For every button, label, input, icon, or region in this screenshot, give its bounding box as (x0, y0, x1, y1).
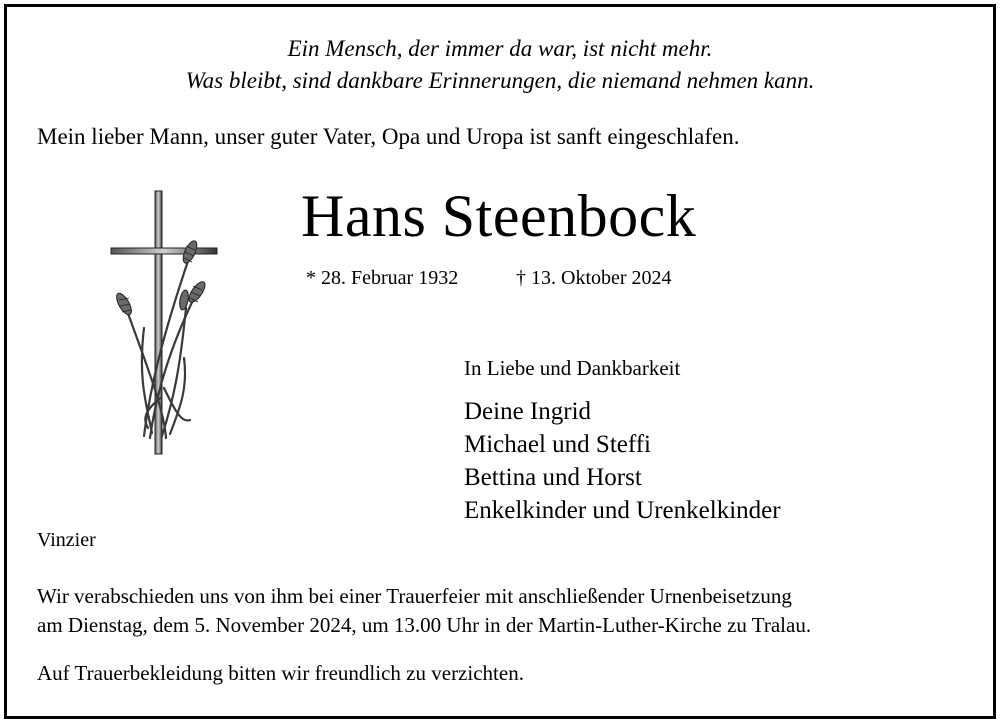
mourner-item: Deine Ingrid (464, 398, 592, 425)
motto-line-1: Ein Mensch, der immer da war, ist nicht mehr. (287, 36, 713, 61)
cross-with-wheat-icon (104, 188, 224, 460)
place-name: Vinzier (37, 529, 96, 551)
death-date: † 13. Oktober 2024 (516, 267, 672, 289)
mourner-item: Bettina und Horst (464, 464, 642, 491)
mourner-item: Michael und Steffi (464, 431, 651, 458)
ceremony-line-1: Wir verabschieden uns von ihm bei einer Trauerfeier mit anschließender Urnenbeisetzung (37, 584, 792, 608)
motto-line-2: Was bleibt, sind dankbare Erinnerungen, die niemand nehmen kann. (185, 68, 815, 93)
intro-text: Mein lieber Mann, unser guter Vater, Opa und Uropa ist sanft eingeschlafen. (37, 124, 740, 149)
closing-phrase: In Liebe und Dankbarkeit (464, 356, 681, 380)
deceased-name: Hans Steenbock (301, 183, 697, 249)
ceremony-info (37, 582, 811, 640)
birth-date: * 28. Februar 1932 (306, 267, 459, 289)
mourners-list (464, 395, 781, 527)
motto (0, 33, 1000, 97)
clothing-request: Auf Trauerbekleidung bitten wir freundlich zu verzichten. (37, 661, 524, 685)
ceremony-line-2: am Dienstag, dem 5. November 2024, um 13.00 Uhr in der Martin-Luther-Kirche zu Tralau. (37, 613, 812, 637)
mourner-item: Enkelkinder und Urenkelkinder (464, 497, 781, 524)
